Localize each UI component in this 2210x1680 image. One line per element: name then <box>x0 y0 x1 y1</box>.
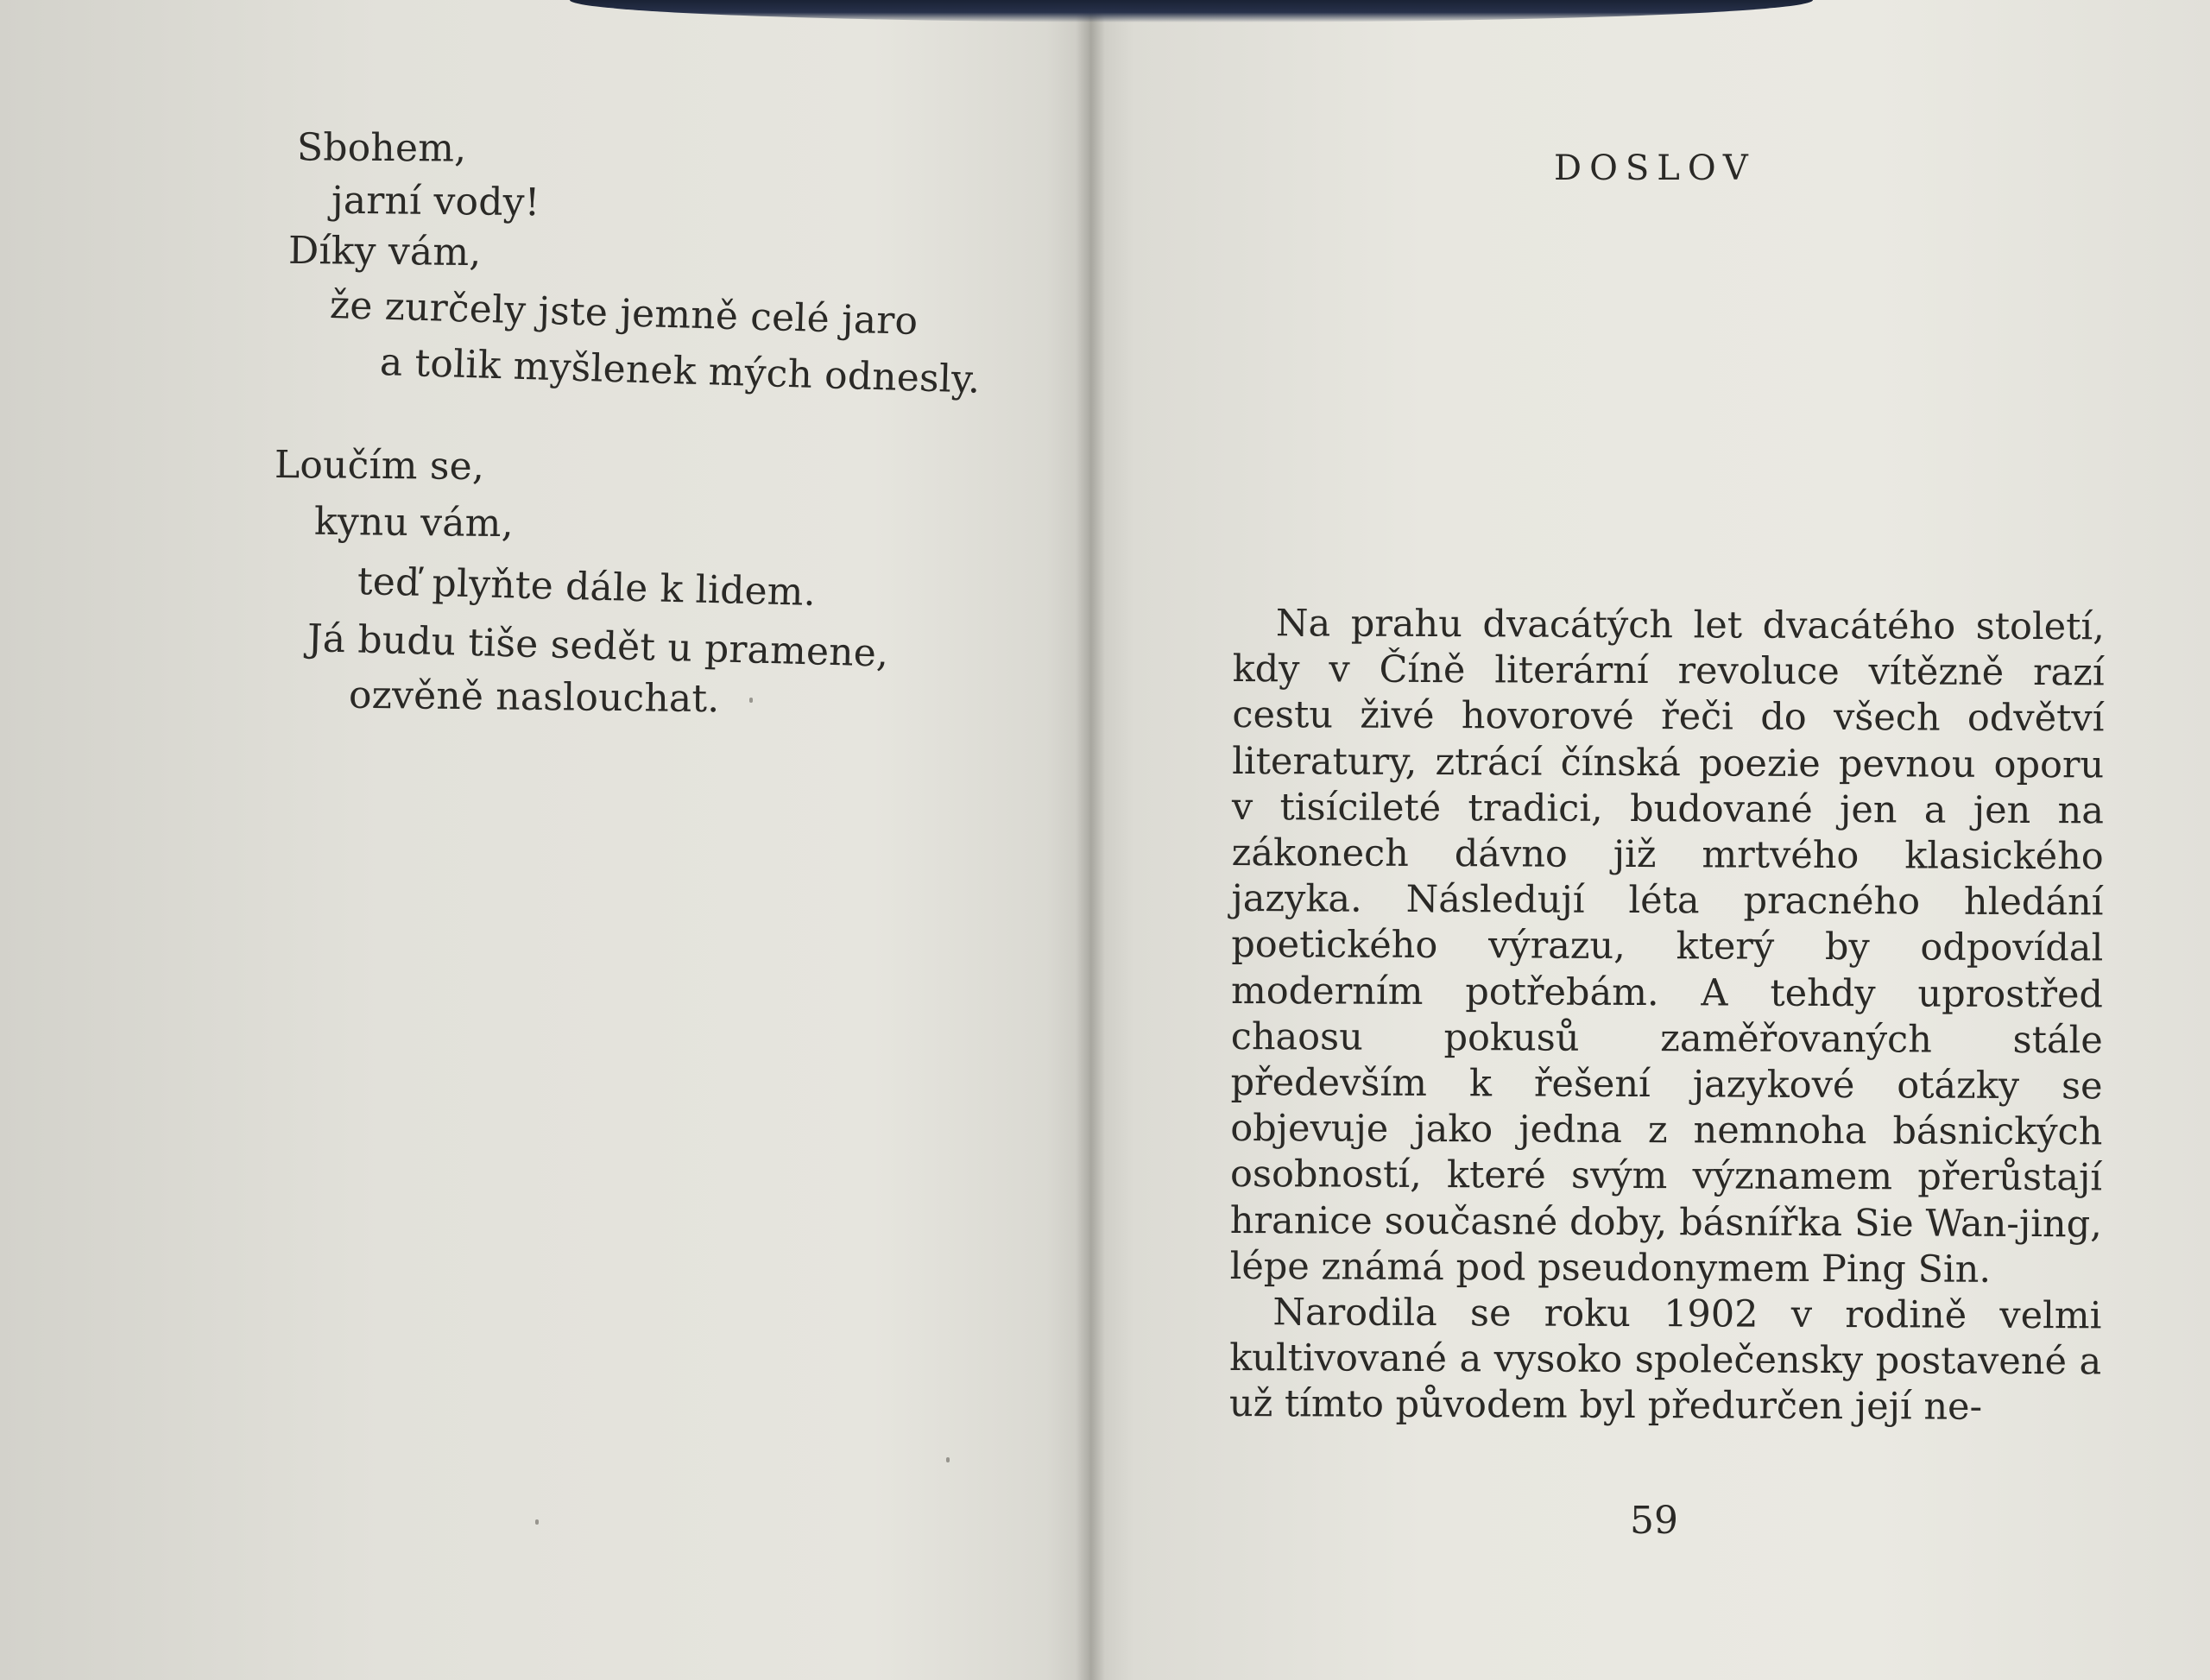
poem-line: Sbohem, <box>296 125 467 171</box>
poem-line: ozvěně naslouchat. <box>348 673 720 722</box>
poem-line: jarní vody! <box>331 178 540 225</box>
poem-line: teď plyňte dále k lidem. <box>357 559 817 615</box>
page-speck <box>946 1457 950 1462</box>
page-number: 59 <box>1630 1499 1678 1543</box>
page-speck <box>535 1519 539 1525</box>
afterword-text <box>1229 601 2105 1431</box>
afterword-paragraph: Narodila se roku 1902 v rodině velmi kultivované a vysoko společensky postavené a už tímto původem byl předurčen její ne- <box>1228 1291 2102 1430</box>
poem-line: že zurčely jste jemně celé jaro <box>329 283 919 344</box>
left-page <box>0 0 1089 1680</box>
afterword-paragraph: Na prahu dvacátých let dvacátého století, kdy v Číně literární revoluce vítězně razí cestu živé hovorové řeči do všech odvětví literatury, ztrácí čínská poezie pevnou oporu v tisícileté tradici, budované jen a jen na zákonech dávno již mrtvého klasického jazyka. Následují léta pracného hledání poetického výrazu, který by odpovídal moderním potřebám. A tehdy uprostřed chaosu pokusů zaměřovaných stále především k řešení jazykové otázky se objevuje jako jedna z nemnoha básnických osobností, které svým významem přerůstají hranice současné doby, básnířka Sie Wan-jing, lépe známá pod pseudonymem Ping Sin. <box>1229 602 2105 1292</box>
book-gutter <box>1076 0 1105 1680</box>
poem-line: a tolik myšlenek mých odnesly. <box>379 340 982 402</box>
poem-line: Já budu tiše sedět u pramene, <box>306 616 889 676</box>
chapter-heading: DOSLOV <box>1554 148 1756 188</box>
poem-line: Díky vám, <box>287 228 482 275</box>
poem-line: Loučím se, <box>274 442 485 489</box>
poem-line: kynu vám, <box>313 499 515 546</box>
page-speck <box>749 698 753 703</box>
